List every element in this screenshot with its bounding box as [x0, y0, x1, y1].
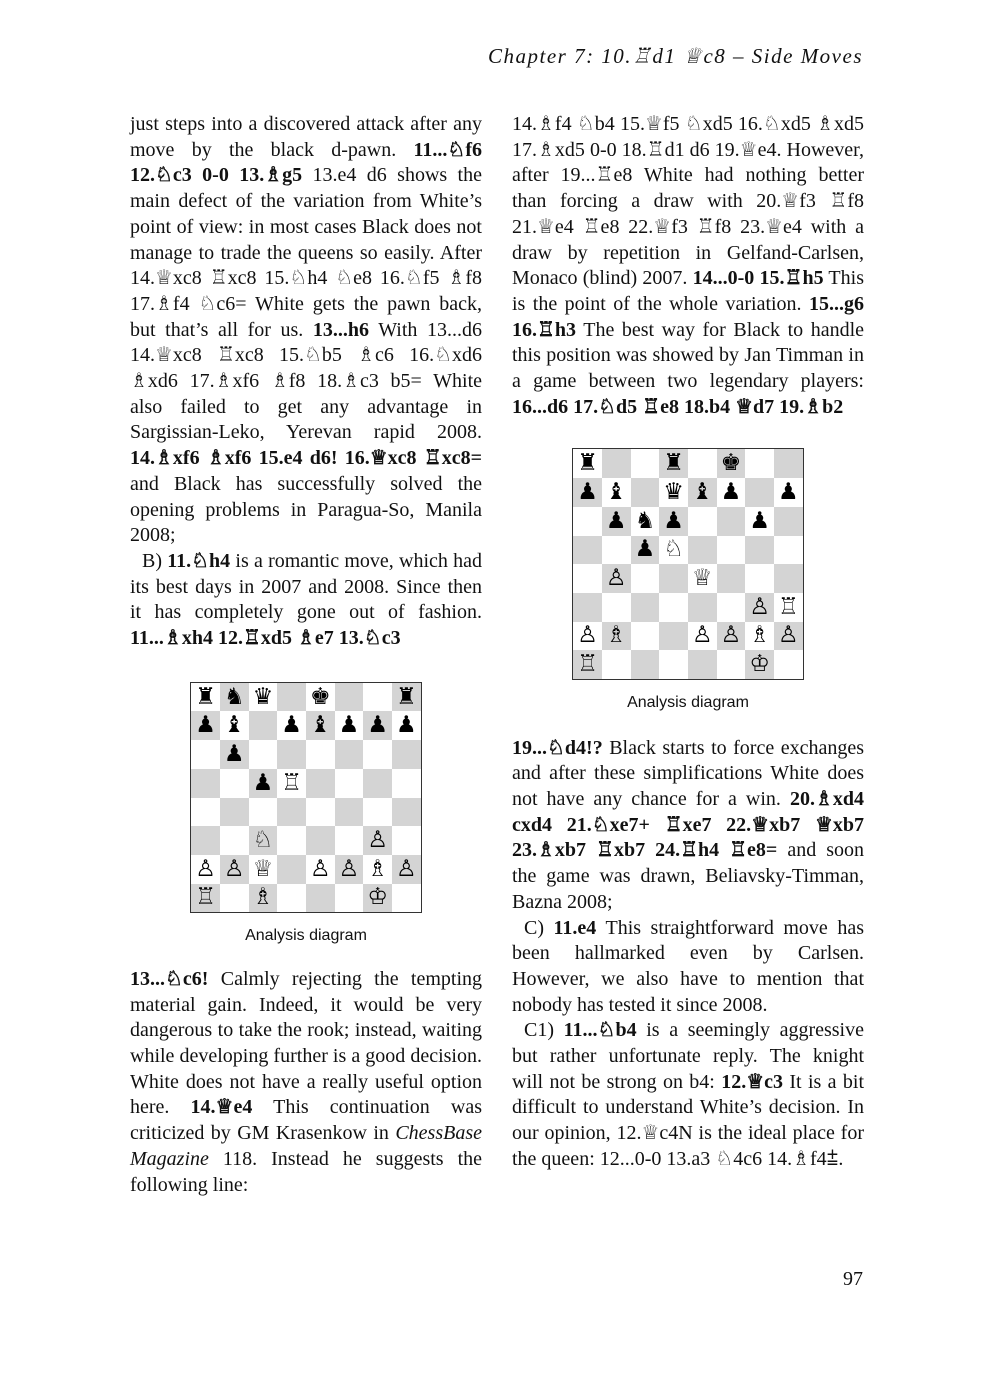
chess-piece: ♞: [634, 507, 656, 534]
board-square: [688, 507, 717, 536]
chess-piece: ♘: [663, 536, 684, 563]
board-square: [363, 826, 392, 855]
board-square: [363, 798, 392, 827]
board-square: [363, 683, 392, 712]
bold-move-text: 20.♗xd4 cxd4 21.♘xe7+ ♖xe7 22.♕xb7 ♕xb7 23.♗xb7 ♖xb7 24.♖h4 ♖e8=: [512, 788, 864, 862]
board-square: [717, 622, 746, 651]
chess-piece: ♟: [749, 507, 770, 534]
chess-piece: ♟: [338, 712, 360, 739]
board-square: [335, 855, 364, 884]
chess-piece: ♜: [396, 683, 417, 710]
board-square: [220, 740, 249, 769]
chess-piece: ♟: [634, 536, 656, 563]
chess-piece: ♙: [338, 855, 360, 882]
board-square: [659, 449, 688, 478]
chess-piece: ♟: [367, 712, 388, 739]
chess-piece: ♟: [720, 478, 742, 505]
chess-piece: ♙: [396, 855, 417, 882]
board-square: [717, 593, 746, 622]
text-run: Calmly rejecting the tempting material gain. Indeed, it would be very dangerous to take the rook; instead, waiting while developing further is a good decision. White does not have a really useful option here.: [130, 967, 482, 1119]
board-square: [363, 740, 392, 769]
text-run: The best way for Black to handle this position was showed by Jan Timman in a game between two legendary players:: [512, 318, 864, 393]
board-square: [745, 622, 774, 651]
board-square: [688, 564, 717, 593]
chess-piece: ♛: [663, 478, 684, 505]
board-square: [277, 798, 306, 827]
text-run: is a romantic move, which had its best days in 2007 and 2008. Since then it has completely gone out of fashion.: [130, 549, 483, 624]
board-square: [392, 826, 421, 855]
chess-piece: ♛: [252, 683, 274, 710]
board-square: [191, 855, 220, 884]
board-square: [631, 536, 660, 565]
board-square: [277, 683, 306, 712]
right-column: [512, 112, 864, 1173]
text-run: C1): [524, 1019, 564, 1042]
board-square: [249, 855, 278, 884]
chess-piece: ♙: [309, 855, 331, 882]
paragraph-variation-b: [130, 549, 482, 652]
chess-piece: ♟: [223, 740, 245, 767]
board-square: [220, 798, 249, 827]
text-run: B): [142, 549, 168, 572]
board-square: [573, 593, 602, 622]
board-square: [774, 650, 803, 679]
board-square: [745, 650, 774, 679]
chess-piece: ♝: [223, 712, 245, 739]
board-square: [573, 564, 602, 593]
bold-move-text: 16...d6 17.♘d5 ♖e8 18.b4 ♕d7 19.♗b2: [512, 395, 844, 418]
board-square: [220, 769, 249, 798]
board-square: [392, 711, 421, 740]
board-square: [249, 826, 278, 855]
chess-piece: ♙: [778, 622, 799, 649]
board-square: [573, 622, 602, 651]
board-square: [363, 884, 392, 913]
board-square: [688, 536, 717, 565]
board-square: [306, 683, 335, 712]
board-square: [335, 884, 364, 913]
board-square: [745, 536, 774, 565]
board-square: [220, 855, 249, 884]
board-square: [306, 798, 335, 827]
text-run: 118. Instead he suggests the following line:: [130, 1147, 482, 1196]
board-square: [220, 711, 249, 740]
board-square: [602, 507, 631, 536]
board-square: [335, 683, 364, 712]
bold-move-text: 11.♘h4: [167, 549, 231, 572]
board-square: [306, 711, 335, 740]
chess-piece: ♗: [749, 622, 770, 649]
bold-move-text: 11...♗xh4 12.♖xd5 ♗e7 13.♘c3: [130, 627, 401, 650]
board-square: [717, 507, 746, 536]
board-square: [659, 564, 688, 593]
board-square: [191, 884, 220, 913]
board-square: [602, 478, 631, 507]
board-square: [277, 769, 306, 798]
board-square: [774, 622, 803, 651]
chess-piece: ♕: [691, 565, 713, 592]
board-square: [688, 449, 717, 478]
running-header: Chapter 7: 10.♖d1 ♕c8 – Side Moves: [487, 44, 863, 68]
board-square: [277, 740, 306, 769]
text-run: This continuation was criticized by GM Krasenkow in: [130, 1096, 483, 1145]
bold-move-text: 11...♘f6 12.♘c3 0-0 13.♗g5: [130, 138, 482, 187]
board-square: [774, 564, 803, 593]
board-square: [191, 711, 220, 740]
board-square: [688, 650, 717, 679]
chess-piece: ♔: [749, 651, 770, 678]
board-square: [631, 564, 660, 593]
text-run: It is a bit difficult to understand White’s decision. In our opinion, 12.♕c4N is the ideal place for the queen: 12...0-0 13.a3 ♘4c6 14.♗f4⩲.: [512, 1070, 865, 1170]
chess-piece: ♟: [663, 507, 684, 534]
board-square: [335, 740, 364, 769]
board-square: [363, 769, 392, 798]
board-square: [688, 593, 717, 622]
paragraph: [512, 736, 864, 916]
chess-piece: ♝: [691, 478, 713, 505]
board-square: [745, 478, 774, 507]
board-square: [392, 798, 421, 827]
chess-piece: ♟: [195, 712, 216, 739]
chess-piece: ♟: [396, 712, 417, 739]
chessboard: [572, 448, 804, 680]
chess-piece: ♙: [577, 622, 598, 649]
board-square: [631, 593, 660, 622]
board-square: [191, 740, 220, 769]
board-square: [249, 798, 278, 827]
chess-piece: ♙: [720, 622, 742, 649]
chess-piece: ♙: [367, 827, 388, 854]
board-square: [659, 536, 688, 565]
paragraph: [512, 112, 864, 420]
bold-move-text: 13...♘c6!: [130, 967, 209, 990]
board-square: [717, 650, 746, 679]
board-square: [774, 536, 803, 565]
chess-piece: ♙: [691, 622, 713, 649]
diagram-caption: Analysis diagram: [245, 927, 367, 945]
text-run: just steps into a discovered attack after any move by the black d-pawn.: [130, 113, 482, 161]
bold-move-text: 11...♘b4: [563, 1019, 637, 1042]
board-square: [277, 855, 306, 884]
bold-move-text: 14...0-0 15.♖h5: [692, 267, 824, 290]
chess-piece: ♟: [281, 712, 302, 739]
board-square: [392, 769, 421, 798]
text-run: ChessBase Magazine: [130, 1122, 482, 1170]
board-square: [717, 478, 746, 507]
text-run: 13.e4 d6 shows the main defect of the variation from White’s point of view: in most cases Black does not manage to trade the queens so easily. After 14.♕xc8 ♖xc8 15.♘h4 ♘e8 16.♘f5 ♗f8 17.♗f4 ♘c6= White gets the pawn back, but that’s all for us.: [130, 164, 482, 341]
text-run: With 13...d6 14.♕xc8 ♖xc8 15.♘b5 ♗c6 16.♘xd6 ♗xd6 17.♗xf6 ♗f8 18.♗c3 b5= White also failed to get any advantage in Sargissian-Leko, Yerevan rapid 2008.: [130, 318, 483, 444]
board-square: [363, 855, 392, 884]
board-square: [335, 711, 364, 740]
board-square: [774, 478, 803, 507]
text-run: This is the point of the whole variation.: [512, 267, 864, 315]
board-square: [774, 593, 803, 622]
chess-piece: ♗: [252, 884, 274, 911]
board-square: [277, 884, 306, 913]
text-run: 14.♗f4 ♘b4 15.♕f5 ♘xd5 16.♘xd5 ♗xd5 17.♗xd5 0-0 18.♖d1 d6 19.♕e4. However, after 19...♖e8 White had nothing better than forcing a draw with 20.♕f3 ♖f8 21.♕e4 ♖e8 22.♕f3 ♖f8 23.♕e4 with a draw by repetition in Gelfand-Carlsen, Monaco (blind) 2007.: [512, 113, 864, 290]
board-square: [659, 478, 688, 507]
board-square: [191, 769, 220, 798]
paragraph-variation-c: [512, 916, 864, 1019]
text-run: and soon the game was drawn, Beliavsky-Timman, Bazna 2008;: [512, 839, 864, 913]
text-run: C): [524, 916, 554, 939]
chess-piece: ♝: [605, 478, 627, 505]
board-square: [573, 449, 602, 478]
board-square: [306, 826, 335, 855]
board-square: [774, 507, 803, 536]
board-square: [631, 507, 660, 536]
board-square: [306, 855, 335, 884]
board-square: [392, 683, 421, 712]
board-square: [659, 622, 688, 651]
board-square: [631, 478, 660, 507]
board-square: [249, 769, 278, 798]
board-square: [745, 593, 774, 622]
chessboard: [190, 682, 422, 914]
board-square: [306, 884, 335, 913]
board-square: [717, 536, 746, 565]
board-square: [774, 449, 803, 478]
board-square: [602, 650, 631, 679]
board-square: [602, 449, 631, 478]
board-square: [631, 650, 660, 679]
board-square: [745, 564, 774, 593]
left-column: [130, 112, 482, 1198]
paragraph: [130, 112, 482, 549]
board-square: [602, 564, 631, 593]
board-square: [602, 593, 631, 622]
board-square: [631, 449, 660, 478]
board-square: [249, 711, 278, 740]
chess-piece: ♜: [577, 450, 598, 477]
chess-piece: ♙: [223, 855, 245, 882]
board-square: [363, 711, 392, 740]
board-square: [745, 507, 774, 536]
board-square: [277, 826, 306, 855]
diagram-caption: Analysis diagram: [627, 693, 749, 711]
board-square: [717, 564, 746, 593]
chess-piece: ♖: [778, 593, 799, 620]
chess-piece: ♙: [749, 593, 770, 620]
chess-piece: ♘: [252, 827, 274, 854]
chess-piece: ♞: [223, 683, 245, 710]
board-square: [191, 683, 220, 712]
text-run: is a seemingly aggressive but rather unfortunate reply. The knight will not be strong on b4:: [512, 1019, 864, 1093]
chess-piece: ♖: [577, 651, 598, 678]
board-square: [602, 536, 631, 565]
board-square: [220, 826, 249, 855]
chess-piece: ♖: [281, 769, 302, 796]
chess-piece: ♙: [605, 565, 627, 592]
board-square: [191, 826, 220, 855]
analysis-diagram-right: [512, 420, 864, 735]
board-square: [191, 798, 220, 827]
chess-piece: ♗: [367, 855, 388, 882]
chess-piece: ♙: [195, 855, 216, 882]
board-square: [335, 798, 364, 827]
board-square: [392, 855, 421, 884]
chess-piece: ♗: [605, 622, 627, 649]
board-square: [631, 622, 660, 651]
bold-move-text: 15...g6 16.♖h3: [512, 292, 864, 341]
chess-piece: ♜: [195, 683, 216, 710]
page-number: 97: [843, 1268, 863, 1290]
board-square: [573, 536, 602, 565]
board-square: [688, 478, 717, 507]
text-run: This straightforward move has been hallmarked even by Carlsen. However, we also have to mention that nobody has tested it since 2008.: [512, 916, 864, 1016]
board-square: [249, 740, 278, 769]
chess-piece: ♚: [720, 450, 742, 477]
board-square: [277, 711, 306, 740]
chess-piece: ♖: [195, 884, 216, 911]
bold-move-text: 14.♕e4: [190, 1096, 253, 1119]
board-square: [306, 740, 335, 769]
board-square: [659, 507, 688, 536]
board-square: [392, 740, 421, 769]
board-square: [335, 769, 364, 798]
board-square: [306, 769, 335, 798]
text-run: Black starts to force exchanges and after these simplifications White does not have any chance for a win.: [512, 736, 864, 811]
bold-move-text: 11.e4: [553, 916, 597, 939]
board-square: [220, 683, 249, 712]
chess-piece: ♚: [309, 683, 331, 710]
chess-piece: ♟: [778, 478, 799, 505]
board-square: [717, 449, 746, 478]
board-square: [220, 884, 249, 913]
bold-move-text: 19...♘d4!?: [512, 736, 603, 759]
chess-piece: ♟: [605, 507, 627, 534]
chess-piece: ♕: [252, 855, 274, 882]
text-run: and Black has successfully solved the opening problems in Paragua-So, Manila 2008;: [130, 472, 482, 547]
board-square: [392, 884, 421, 913]
chess-piece: ♟: [252, 769, 274, 796]
board-square: [335, 826, 364, 855]
analysis-diagram-left: [130, 652, 482, 967]
board-square: [659, 593, 688, 622]
paragraph: [130, 967, 482, 1198]
chess-piece: ♜: [663, 450, 684, 477]
board-square: [602, 622, 631, 651]
board-square: [573, 478, 602, 507]
board-square: [688, 622, 717, 651]
chess-piece: ♟: [577, 478, 598, 505]
board-square: [249, 884, 278, 913]
bold-move-text: 14.♗xf6 ♗xf6 15.e4 d6! 16.♕xc8 ♖xc8=: [130, 447, 482, 470]
board-square: [659, 650, 688, 679]
board-square: [573, 650, 602, 679]
board-square: [573, 507, 602, 536]
board-square: [249, 683, 278, 712]
chess-piece: ♔: [367, 884, 388, 911]
bold-move-text: 13...h6: [312, 318, 370, 341]
paragraph-variation-c1: [512, 1018, 864, 1172]
board-square: [745, 449, 774, 478]
bold-move-text: 12.♕c3: [721, 1070, 784, 1093]
chess-piece: ♝: [309, 712, 331, 739]
